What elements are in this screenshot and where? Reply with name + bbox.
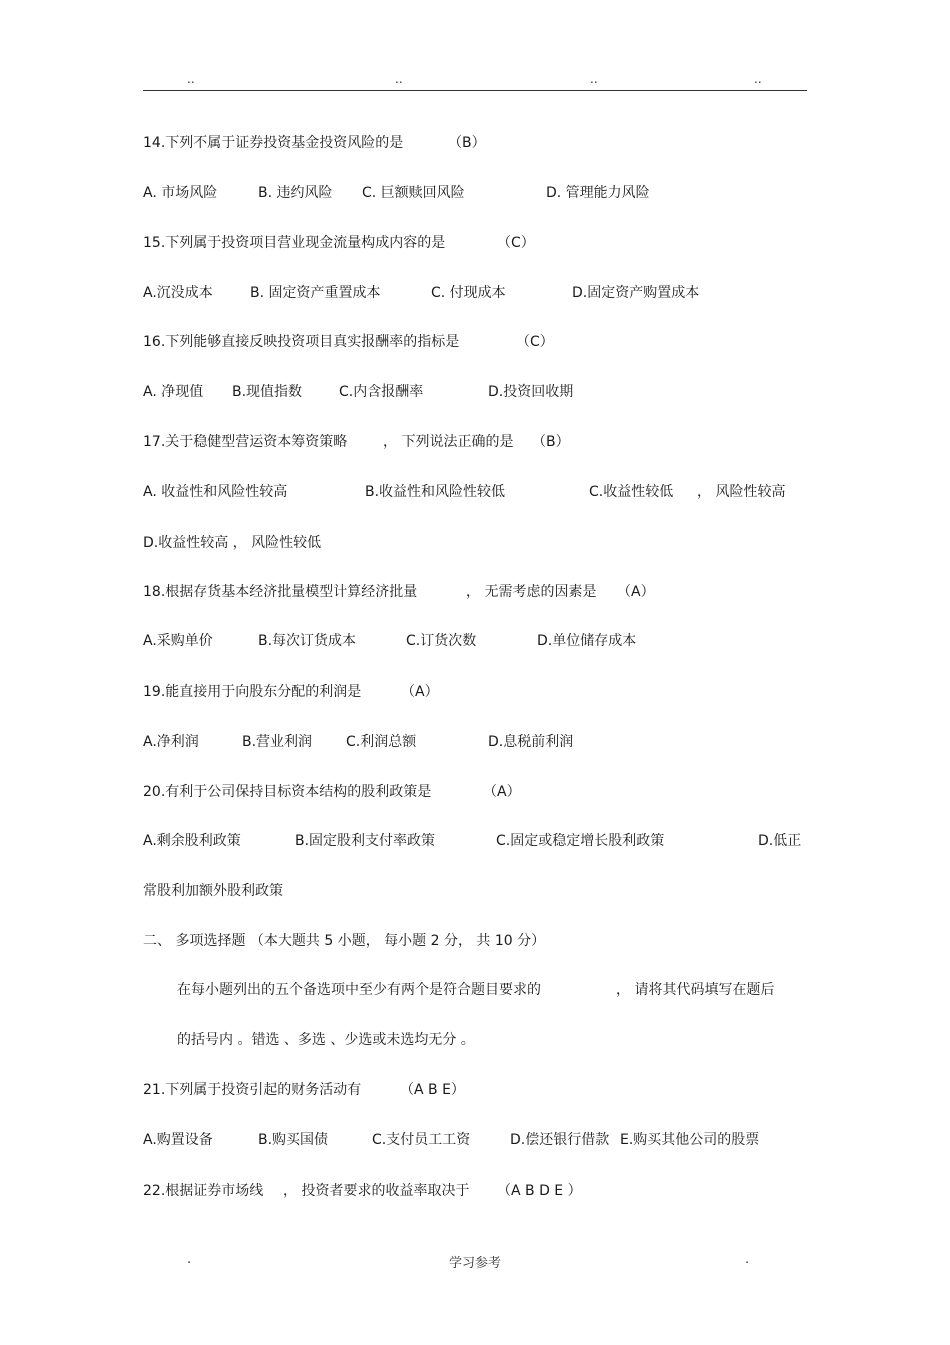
q17-option-a: A. 收益性和风险性较高 — [143, 484, 288, 500]
q17-option-c-cont: ， 风险性较高 — [697, 484, 786, 500]
q14-option-d: D. 管理能力风险 — [546, 185, 650, 201]
q20-stem: 20.有利于公司保持目标资本结构的股利政策是 — [143, 784, 432, 800]
q21-stem: 21.下列属于投资引起的财务活动有 — [143, 1082, 362, 1098]
q15-answer: （C） — [497, 235, 535, 251]
header-dot-4: .. — [754, 72, 762, 86]
header-dot-2: .. — [395, 72, 403, 86]
q14-option-b: B. 违约风险 — [258, 185, 333, 201]
header-rule — [143, 90, 807, 91]
q18-option-b: B.每次订货成本 — [258, 633, 357, 649]
section-2-instructions-cont: ， 请将其代码填写在题后 — [616, 982, 775, 998]
q15-stem: 15.下列属于投资项目营业现金流量构成内容的是 — [143, 235, 446, 251]
q21-option-c: C.支付员工工资 — [372, 1132, 471, 1148]
q22-stem: 22.根据证券市场线 — [143, 1183, 264, 1199]
q16-option-c: C.内含报酬率 — [339, 384, 424, 400]
q15-option-d: D.固定资产购置成本 — [572, 285, 700, 301]
header-dot-3: .. — [590, 72, 598, 86]
q14-option-c: C. 巨额赎回风险 — [362, 185, 465, 201]
q17-stem-cont: ， 下列说法正确的是 — [383, 434, 514, 450]
q19-option-a: A.净利润 — [143, 734, 199, 750]
q21-option-e: E.购买其他公司的股票 — [620, 1132, 760, 1148]
q18-stem: 18.根据存货基本经济批量模型计算经济批量 — [143, 584, 418, 600]
q19-option-b: B.营业利润 — [242, 734, 313, 750]
footer-dot-left: . — [187, 1252, 192, 1267]
q14-stem: 14.下列不属于证券投资基金投资风险的是 — [143, 135, 404, 151]
q17-option-d: D.收益性较高 ， 风险性较低 — [143, 535, 322, 551]
q20-option-c: C.固定或稳定增长股利政策 — [496, 833, 665, 849]
q16-stem: 16.下列能够直接反映投资项目真实报酬率的指标是 — [143, 334, 460, 350]
q22-stem-cont: ， 投资者要求的收益率取决于 — [283, 1183, 470, 1199]
q18-answer: （A） — [617, 584, 655, 600]
q20-option-d: D.低正 — [758, 833, 802, 849]
q20-option-a: A.剩余股利政策 — [143, 833, 241, 849]
q21-answer: （A B E） — [400, 1082, 465, 1098]
section-2-instructions: 在每小题列出的五个备选项中至少有两个是符合题目要求的 — [177, 982, 541, 998]
q15-option-c: C. 付现成本 — [431, 285, 506, 301]
q20-answer: （A） — [483, 784, 521, 800]
footer-label: 学习参考 — [449, 1256, 502, 1271]
q17-option-b: B.收益性和风险性较低 — [365, 484, 506, 500]
q16-answer: （C） — [516, 334, 554, 350]
q22-answer: （A B D E ） — [497, 1183, 582, 1199]
section-2-title: 二、 多项选择题 （本大题共 5 小题， 每小题 2 分， 共 10 分） — [143, 933, 546, 949]
q16-option-a: A. 净现值 — [143, 384, 204, 400]
q16-option-b: B.现值指数 — [232, 384, 303, 400]
q15-option-b: B. 固定资产重置成本 — [250, 285, 381, 301]
q16-option-d: D.投资回收期 — [488, 384, 574, 400]
q19-answer: （A） — [401, 684, 439, 700]
q18-option-a: A.采购单价 — [143, 633, 213, 649]
q17-option-c: C.收益性较低 — [589, 484, 674, 500]
q19-option-c: C.利润总额 — [346, 734, 417, 750]
section-2-instructions-line2: 的括号内 。错选 、多选 、少选或未选均无分 。 — [177, 1032, 475, 1048]
header-dot-1: .. — [187, 72, 195, 86]
footer-dot-right: . — [745, 1252, 750, 1267]
q17-stem: 17.关于稳健型营运资本筹资策略 — [143, 434, 348, 450]
q15-option-a: A.沉没成本 — [143, 285, 213, 301]
q21-option-d: D.偿还银行借款 — [510, 1132, 610, 1148]
q20-option-d-cont: 常股利加额外股利政策 — [143, 883, 283, 899]
q19-option-d: D.息税前利润 — [488, 734, 574, 750]
q19-stem: 19.能直接用于向股东分配的利润是 — [143, 684, 362, 700]
q14-answer: （B） — [448, 135, 486, 151]
q18-stem-cont: ， 无需考虑的因素是 — [466, 584, 597, 600]
q21-option-b: B.购买国债 — [258, 1132, 329, 1148]
q18-option-d: D.单位储存成本 — [537, 633, 637, 649]
q20-option-b: B.固定股利支付率政策 — [295, 833, 436, 849]
q17-answer: （B） — [532, 434, 570, 450]
q21-option-a: A.购置设备 — [143, 1132, 213, 1148]
q14-option-a: A. 市场风险 — [143, 185, 218, 201]
q18-option-c: C.订货次数 — [406, 633, 477, 649]
